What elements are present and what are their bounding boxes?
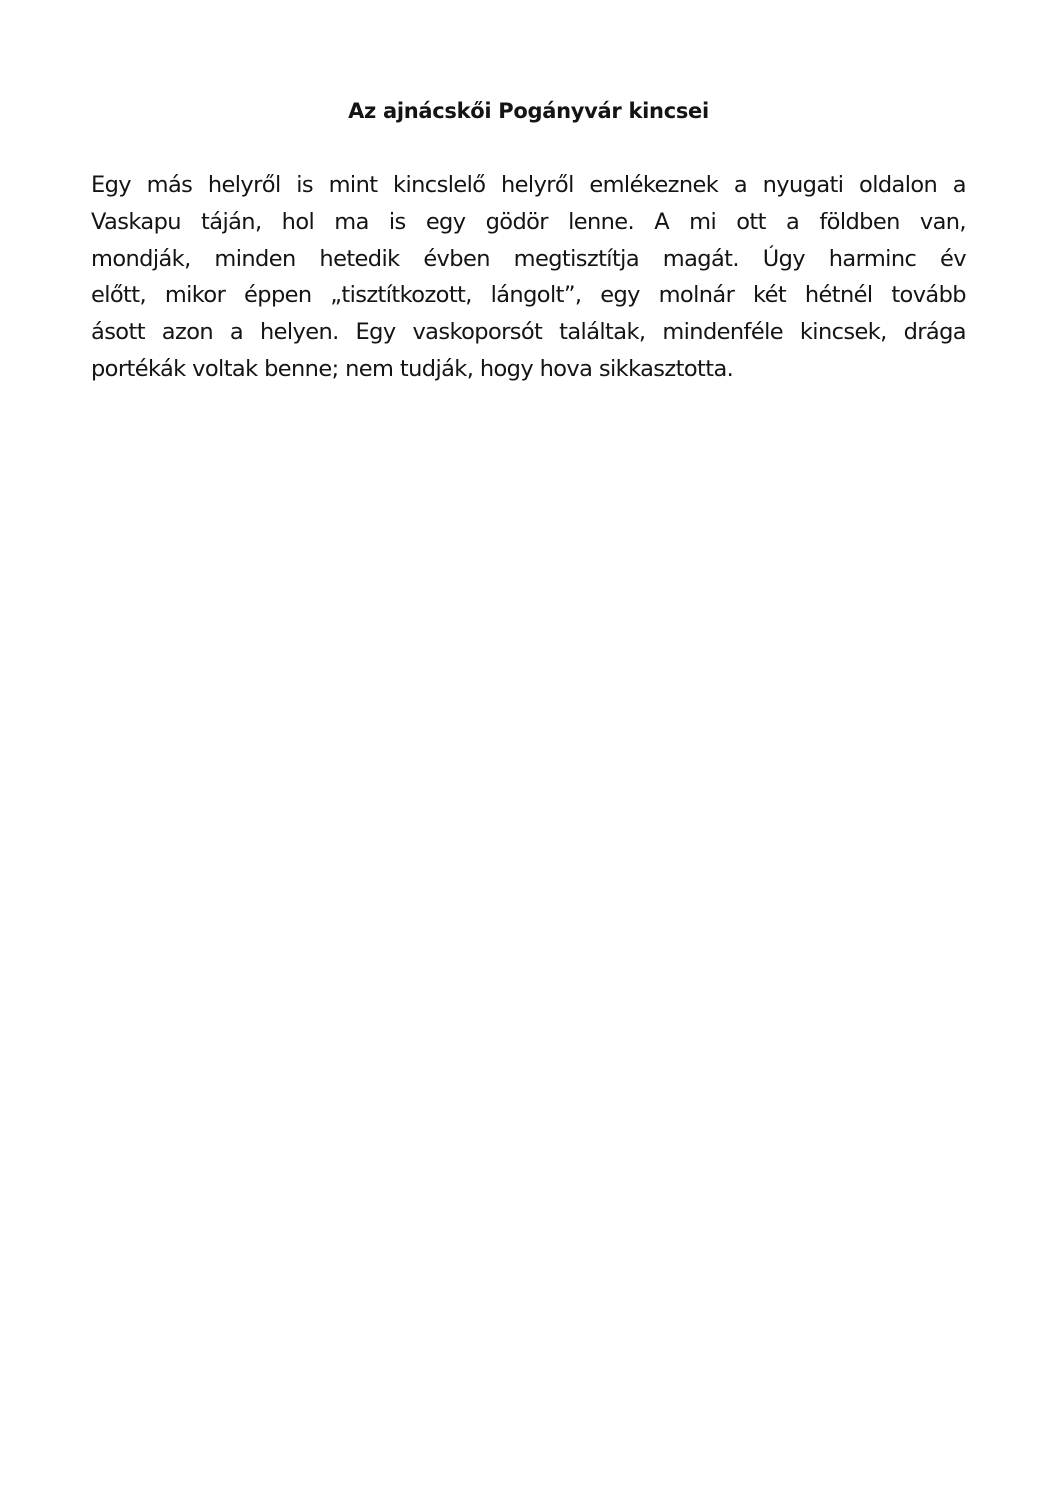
document-title: Az ajnácskői Pogányvár kincsei xyxy=(348,99,709,123)
body-paragraph xyxy=(91,167,966,388)
paragraph-line: portékák voltak benne; nem tudják, hogy hova sikkasztotta. xyxy=(91,355,734,382)
paragraph-line: előtt, mikor éppen „tisztítkozott, lángolt”, egy molnár két hétnél tovább xyxy=(91,282,966,309)
paragraph-line: Vaskapu táján, hol ma is egy gödör lenne. A mi ott a földben van, xyxy=(91,208,966,235)
paragraph-line: ásott azon a helyen. Egy vaskoporsót találtak, mindenféle kincsek, drága xyxy=(91,319,966,346)
paragraph-line: mondják, minden hetedik évben megtisztítja magát. Úgy harminc év xyxy=(91,245,966,272)
paragraph-line: Egy más helyről is mint kincslelő helyről emlékeznek a nyugati oldalon a xyxy=(91,172,966,198)
